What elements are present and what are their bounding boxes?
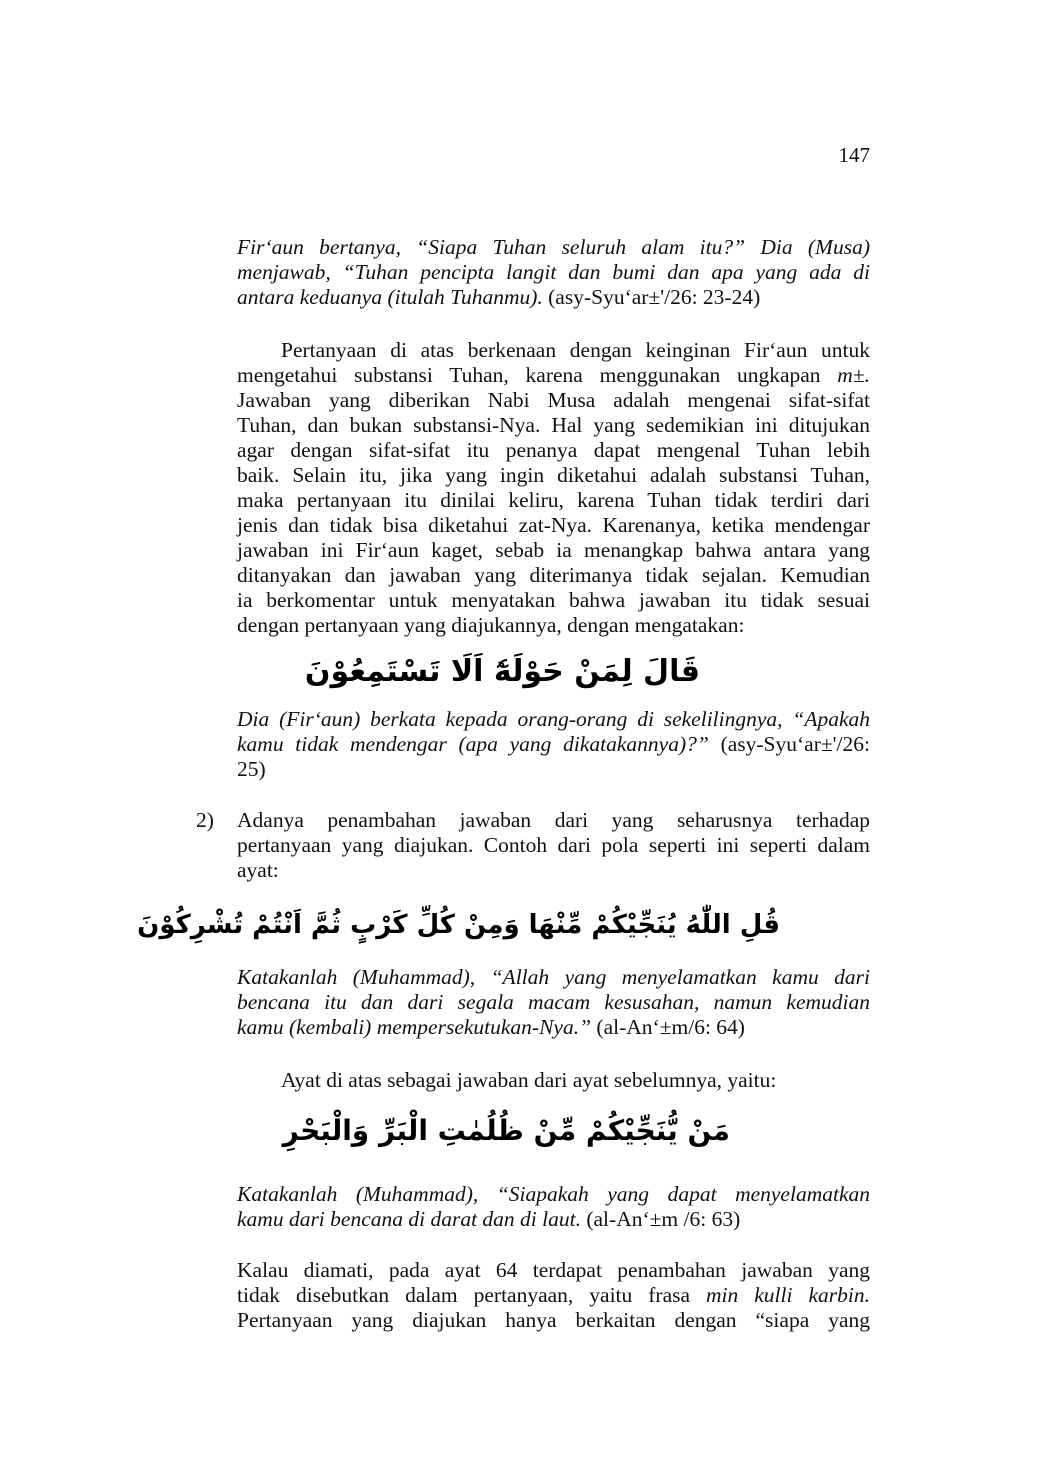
list-item-line: ayat: <box>237 858 279 882</box>
page-number: 147 <box>838 143 870 167</box>
paragraph-line: Tuhan, dan bukan substansi-Nya. Hal yang sedemikian ini ditujukan <box>237 413 870 437</box>
list-item-line: pertanyaan yang diajukan. Contoh dari pola seperti ini seperti dalam <box>237 833 870 857</box>
quote-line: kamu dari bencana di darat dan di laut. <box>237 1207 581 1231</box>
paragraph-line: Ayat di atas sebagai jawaban dari ayat sebelumnya, yaitu: <box>281 1068 777 1092</box>
paragraph-line: mengetahui substansi Tuhan, karena menggunakan ungkapan <box>237 363 838 387</box>
paragraph-line: jenis dan tidak bisa diketahui zat-Nya. Karenanya, ketika mendengar <box>237 513 870 537</box>
paragraph-line: baik. Selain itu, jika yang ingin diketahui adalah substansi Tuhan, <box>237 463 870 487</box>
quote-reference: (al-An‘±m /6: 63) <box>580 1207 741 1231</box>
paragraph-line: ia berkomentar untuk menyatakan bahwa jawaban itu tidak sesuai <box>237 588 870 612</box>
quote-line: Dia (Fir‘aun) berkata kepada orang-orang di sekelilingnya, “Apakah <box>237 707 870 731</box>
quote-line: Katakanlah (Muhammad), “Allah yang menyelamatkan kamu dari <box>237 965 870 989</box>
quote-line: menjawab, “Tuhan pencipta langit dan bumi dan apa yang ada di <box>237 260 870 284</box>
quote-furaun-reply <box>237 707 870 782</box>
term-min-kulli-karbin: min kulli karbin. <box>706 1283 870 1307</box>
paragraph-line: dengan pertanyaan yang diajukannya, dengan mengatakan: <box>237 613 745 637</box>
quote-allah-saves <box>237 965 870 1040</box>
quote-line: Fir‘aun bertanya, “Siapa Tuhan seluruh alam itu?” Dia (Musa) <box>237 235 870 259</box>
quote-line: kamu tidak mendengar (apa yang dikatakannya)?” <box>237 732 709 756</box>
arabic-verse-3: مَنْ يُّنَجِّيْكُمْ مِّنْ ظُلُمٰتِ الْبَرِّ وَالْبَحْرِ <box>282 1114 730 1147</box>
quote-reference: 25) <box>237 757 266 781</box>
list-item-line: Adanya penambahan jawaban dari yang seharusnya terhadap <box>237 808 870 832</box>
list-number: 2) <box>196 808 214 832</box>
paragraph-line: jawaban ini Fir‘aun kaget, sebab ia menangkap bahwa antara yang <box>237 538 870 562</box>
arabic-verse-1: قَالَ لِمَنْ حَوْلَهٗٓ اَلَا تَسْتَمِعُوْنَ <box>304 654 700 689</box>
quote-reference: (al-An‘±m/6: 64) <box>591 1015 745 1039</box>
paragraph-line: Pertanyaan yang diajukan hanya berkaitan dengan “siapa yang <box>237 1308 870 1332</box>
paragraph-line: maka pertanyaan itu dinilai keliru, karena Tuhan tidak terdiri dari <box>237 488 870 512</box>
arabic-verse-2: قُلِ اللّٰهُ يُنَجِّيْكُمْ مِّنْهَا وَمِنْ كُلِّ كَرْبٍ ثُمَّ اَنْتُمْ تُشْرِكُوْنَ <box>137 910 780 940</box>
quote-furaun-question <box>237 235 870 310</box>
paragraph-line: Kalau diamati, pada ayat 64 terdapat penambahan jawaban yang <box>237 1258 870 1282</box>
term-ma: m±. <box>837 363 870 387</box>
quote-line: antara keduanya (itulah Tuhanmu). <box>237 285 543 309</box>
paragraph-observation <box>237 1258 870 1333</box>
paragraph-substance <box>237 338 870 638</box>
paragraph-line: Jawaban yang diberikan Nabi Musa adalah mengenai sifat-sifat <box>237 388 870 412</box>
quote-line: Katakanlah (Muhammad), “Siapakah yang dapat menyelamatkan <box>237 1182 870 1206</box>
quote-reference: (asy-Syu‘ar±'/26: <box>708 732 870 756</box>
paragraph-line: Pertanyaan di atas berkenaan dengan keinginan Fir‘aun untuk <box>281 338 870 362</box>
quote-who-saves <box>237 1182 870 1232</box>
quote-reference: (asy-Syu‘ar±'/26: 23-24) <box>542 285 761 309</box>
quote-line: bencana itu dan dari segala macam kesusahan, namun kemudian <box>237 990 870 1014</box>
quote-line: kamu (kembali) mempersekutukan-Nya.” <box>237 1015 592 1039</box>
paragraph-line: agar dengan sifat-sifat itu penanya dapat mengenal Tuhan lebih <box>237 438 870 462</box>
paragraph-line: tidak disebutkan dalam pertanyaan, yaitu frasa <box>237 1283 707 1307</box>
list-item-2 <box>237 808 870 883</box>
paragraph-line: ditanyakan dan jawaban yang diterimanya tidak sejalan. Kemudian <box>237 563 870 587</box>
paragraph-previous-verse <box>281 1068 870 1093</box>
